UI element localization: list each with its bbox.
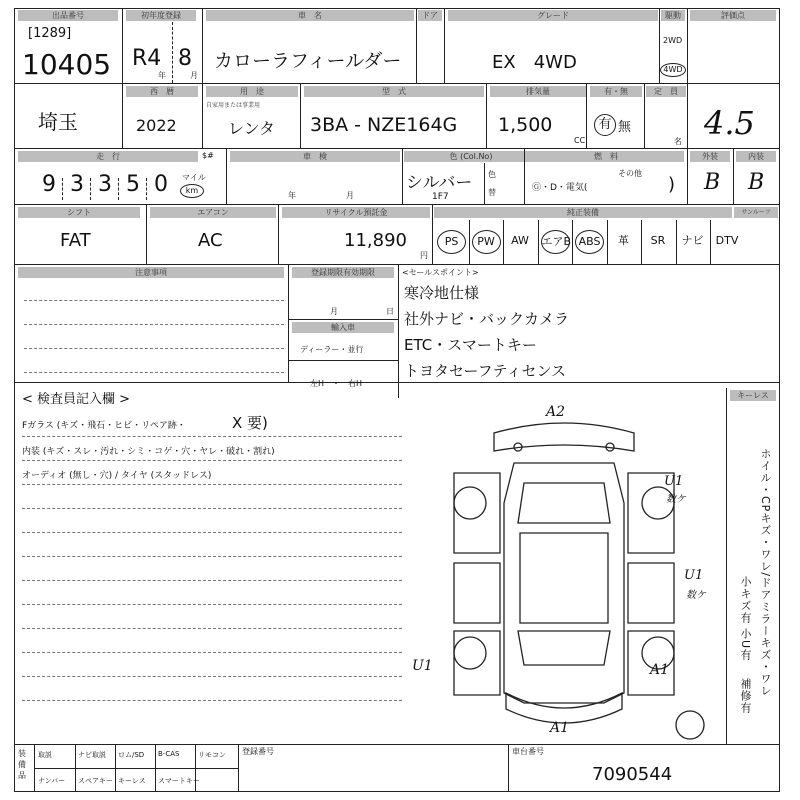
wheel-left-front bbox=[454, 637, 486, 669]
equipment-item-2: AW bbox=[511, 234, 529, 247]
color-label: 色 (Col.No) bbox=[404, 151, 538, 162]
equipment-divider bbox=[572, 220, 573, 264]
mileage-separator bbox=[118, 178, 119, 200]
footer-item-top: ナビ取説 bbox=[78, 751, 106, 759]
displacement-label: 排気量 bbox=[490, 86, 586, 97]
mileage-digit: 3 bbox=[70, 172, 84, 197]
footer-item-top: 取説 bbox=[38, 751, 52, 759]
import-label: 輸入車 bbox=[292, 322, 394, 333]
drive-4wd-circled: 4WD bbox=[660, 63, 686, 77]
inspector-title: < 検査員記入欄 > bbox=[22, 392, 131, 407]
inspection-yes-circled: 有 bbox=[594, 114, 616, 136]
mileage-separator bbox=[146, 178, 147, 200]
sales-point: 寒冷地仕様 bbox=[404, 284, 480, 302]
windshield bbox=[518, 631, 610, 665]
cc-unit: CC bbox=[574, 136, 586, 145]
shift-label: シフト bbox=[18, 207, 140, 218]
footer-item-bottom: スペアキー bbox=[78, 777, 113, 785]
doors-label: ドア bbox=[418, 10, 442, 21]
spare-wheel bbox=[676, 711, 704, 739]
region: 埼玉 bbox=[38, 110, 78, 134]
shift: FAT bbox=[60, 230, 91, 251]
grade: EX 4WD bbox=[492, 52, 577, 73]
caution-label: 注意事項 bbox=[18, 267, 284, 278]
note-a1-rf: A1 bbox=[650, 662, 670, 678]
inspector-line-3: オーディオ (無し・穴) / タイヤ (スタッドレス) bbox=[22, 471, 212, 481]
recycle: 11,890 bbox=[344, 230, 407, 251]
sales-label: <セールスポイント> bbox=[402, 268, 479, 277]
use-label: 用 途 bbox=[206, 86, 298, 97]
chassis-number: 7090544 bbox=[592, 764, 673, 785]
equipment-item-7: ナビ bbox=[681, 234, 704, 247]
fuel-other: その他 bbox=[618, 169, 642, 178]
equipment-item-1: PW bbox=[472, 230, 501, 254]
footer-divider bbox=[155, 744, 156, 792]
interior-score: B bbox=[748, 170, 765, 195]
equipment-divider bbox=[676, 220, 677, 264]
equipment-item-8: DTV bbox=[715, 234, 739, 247]
lot-sub: [1289] bbox=[28, 26, 72, 41]
score: 4.5 bbox=[704, 104, 755, 142]
handle-side: 左H ・ 右H bbox=[310, 379, 363, 388]
footer-item-bottom: スマートキー bbox=[158, 777, 200, 785]
year: 2022 bbox=[136, 116, 177, 135]
equipment-item-5: 革 bbox=[618, 234, 629, 247]
ac-label: エアコン bbox=[150, 207, 276, 218]
lot-number: 10405 bbox=[22, 48, 112, 81]
year-label: 西 暦 bbox=[126, 86, 198, 97]
car-name-label: 車 名 bbox=[206, 10, 414, 21]
equipment-divider bbox=[607, 220, 608, 264]
equipment-divider bbox=[641, 220, 642, 264]
note-u1-lf: U1 bbox=[412, 658, 433, 674]
equipment-item-4: ABS bbox=[575, 230, 604, 254]
model-label: 型 式 bbox=[304, 86, 484, 97]
inspection-label: 有・無 bbox=[590, 86, 642, 97]
year-unit: 年 bbox=[158, 71, 166, 80]
deadline-label: 登録期限有効期限 bbox=[292, 267, 394, 278]
inspection-no: 無 bbox=[618, 120, 632, 135]
auction-sheet bbox=[14, 8, 780, 792]
equipment-item-6: SR bbox=[650, 234, 666, 247]
rear-window bbox=[518, 483, 610, 523]
inspector-line-1: Fガラス (キズ・飛石・ヒビ・リペア跡・ bbox=[22, 421, 186, 431]
exterior-score: B bbox=[704, 170, 721, 195]
color-change: 色替 bbox=[488, 170, 496, 197]
inspector-line-1-mark: X 要) bbox=[232, 414, 268, 432]
shaken-year: 年 bbox=[288, 191, 296, 200]
model: 3BA - NZE164G bbox=[310, 114, 458, 136]
note-a1-front: A1 bbox=[550, 720, 570, 736]
interior-label: 内装 bbox=[736, 151, 776, 162]
mileage-digit: 3 bbox=[98, 172, 112, 197]
lot-label: 出品番号 bbox=[18, 10, 118, 21]
sales-point: 社外ナビ・バックカメラ bbox=[404, 310, 570, 328]
equipment-item-3: エアB bbox=[541, 230, 570, 254]
sales-point: トヨタセーフティセンス bbox=[404, 362, 567, 380]
vertical-note-4: 補修有 bbox=[739, 678, 752, 714]
note-count-rr: 数ケ bbox=[666, 494, 686, 505]
roof bbox=[520, 533, 608, 623]
color: シルバー bbox=[406, 173, 473, 193]
drive-label: 駆動 bbox=[661, 10, 685, 21]
recycle-label: リサイクル預託金 bbox=[282, 207, 430, 218]
mileage-unit-km-circled: km bbox=[180, 184, 204, 198]
shaken-label: 車 検 bbox=[230, 151, 400, 162]
rear-bumper bbox=[494, 423, 634, 451]
footer-item-bottom: ナンバー bbox=[38, 777, 66, 785]
capacity-unit: 名 bbox=[674, 137, 682, 146]
note-a2: A2 bbox=[546, 404, 566, 420]
mileage-unit-mile: マイル bbox=[182, 173, 206, 182]
equipment-divider bbox=[503, 220, 504, 264]
front-bumper bbox=[506, 693, 622, 723]
grade-label: グレード bbox=[448, 10, 658, 21]
footer-divider bbox=[115, 744, 116, 792]
left-rear-panel bbox=[454, 473, 500, 553]
flag-label: 装備品 bbox=[18, 749, 26, 780]
equipment-divider bbox=[710, 220, 711, 264]
note-u1-rr: U1 bbox=[664, 474, 684, 489]
first-reg-label: 初年度登録 bbox=[126, 10, 196, 21]
dealer-parallel: ディーラー・並行 bbox=[300, 345, 364, 354]
wheel-left-rear bbox=[454, 487, 486, 519]
car-name: カローラフィールダー bbox=[214, 50, 402, 72]
month-unit: 月 bbox=[190, 71, 198, 80]
right-door-rear bbox=[628, 563, 674, 623]
deadline-day: 日 bbox=[386, 307, 394, 316]
note-count-rd: 数ケ bbox=[686, 590, 706, 601]
left-door-rear bbox=[454, 563, 500, 623]
use-sub: 自家用または事業用 bbox=[206, 102, 261, 109]
equipment-item-0: PS bbox=[437, 230, 466, 254]
mileage-label: 走 行 bbox=[18, 151, 198, 162]
score-label: 評価点 bbox=[690, 10, 776, 21]
fuel-label: 燃 料 bbox=[528, 151, 684, 162]
mileage-digit: 0 bbox=[154, 172, 168, 197]
footer-divider bbox=[75, 744, 76, 792]
footer-item-top: リモコン bbox=[198, 751, 226, 759]
footer-item-top: ロム/SD bbox=[118, 751, 145, 759]
exterior-label: 外装 bbox=[690, 151, 730, 162]
inspector-line-2: 内装 (キズ・スレ・汚れ・シミ・コゲ・穴・ヤレ・破れ・割れ) bbox=[22, 447, 275, 457]
keyless-label: キーレス bbox=[730, 390, 776, 401]
vertical-note: ホイル・CPキズ・ワレ/ドアミラーキズ・ワレ bbox=[759, 448, 772, 698]
reg-number-label: 登録番号 bbox=[242, 747, 274, 756]
mileage-separator bbox=[62, 178, 63, 200]
equipment-divider bbox=[538, 220, 539, 264]
equipment-divider bbox=[469, 220, 470, 264]
use: レンタ bbox=[228, 119, 275, 138]
fuel-options: Ⓖ・D・電気( bbox=[532, 183, 588, 193]
footer-item-bottom: キーレス bbox=[118, 777, 146, 785]
sales-point: ETC・スマートキー bbox=[404, 336, 537, 354]
note-u1-rd: U1 bbox=[684, 568, 704, 583]
vertical-note-2: 小キズ有 bbox=[739, 576, 752, 624]
deadline-month: 月 bbox=[330, 307, 338, 316]
car-diagram bbox=[414, 403, 714, 743]
yen-unit: 円 bbox=[420, 251, 428, 260]
displacement: 1,500 bbox=[498, 114, 553, 136]
mileage-flag: $# bbox=[202, 151, 214, 160]
mileage-digit: 5 bbox=[126, 172, 140, 197]
drive-2wd: 2WD bbox=[663, 36, 683, 45]
mileage-digit: 9 bbox=[42, 172, 56, 197]
capacity-label: 定 員 bbox=[646, 86, 686, 97]
year-era: R4 bbox=[132, 46, 162, 71]
ac: AC bbox=[198, 230, 223, 251]
mileage-separator bbox=[90, 178, 91, 200]
fuel-close: ) bbox=[668, 174, 676, 195]
footer-item-top: B-CAS bbox=[158, 750, 180, 758]
sunroof-label: サンルーフ bbox=[734, 207, 778, 218]
vertical-note-3: 小U有 bbox=[739, 628, 752, 662]
shaken-month: 月 bbox=[346, 191, 354, 200]
chassis-label: 車台番号 bbox=[512, 747, 544, 756]
month: 8 bbox=[178, 46, 192, 71]
color-code: 1F7 bbox=[432, 192, 449, 202]
equip-label: 純正装備 bbox=[434, 207, 732, 218]
